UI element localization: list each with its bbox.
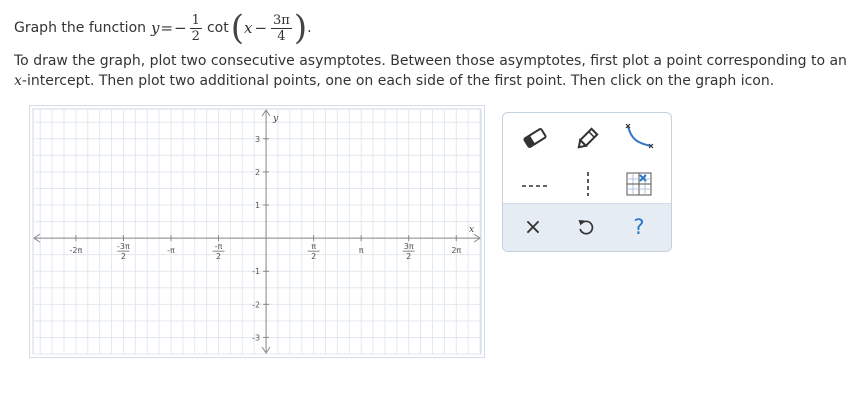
prompt-lead: Graph the function xyxy=(14,20,147,36)
y-tick-label: 3 xyxy=(254,134,261,144)
help-button[interactable]: ? xyxy=(633,215,645,239)
y-axis-label: y xyxy=(273,114,279,124)
x-tick-label-denominator: 2 xyxy=(406,252,412,262)
y-tick-label: 2 xyxy=(254,167,261,177)
pencil-icon xyxy=(574,124,602,152)
x-axis-label: x xyxy=(469,225,475,236)
x-tick-label-denominator: 2 xyxy=(215,252,222,262)
clear-button[interactable]: × xyxy=(523,214,543,240)
y-tick-label: -1 xyxy=(252,267,261,277)
instructions-line-2 xyxy=(14,71,859,91)
x-tick-label-denominator: 2 xyxy=(311,252,317,262)
toolbox-footer xyxy=(503,203,671,251)
y-tick-label: -2 xyxy=(252,300,261,310)
undo-icon xyxy=(576,217,596,237)
coefficient-denominator: 2 xyxy=(191,28,200,44)
plot-background xyxy=(33,109,481,354)
cotangent-curve-tool[interactable] xyxy=(621,123,657,153)
eraser-tool[interactable] xyxy=(517,123,553,153)
instructions-line-2-text: -intercept. Then plot two additional points, one on each side of the first point. Then click on the graph icon. xyxy=(21,73,775,89)
x-tick-label-numerator: -3π xyxy=(117,242,130,252)
pencil-tool[interactable] xyxy=(570,123,606,153)
vertical-dashed-line-icon xyxy=(578,169,598,199)
minus-sign-2: − xyxy=(254,19,268,37)
vertical-asymptote-tool[interactable] xyxy=(570,169,606,199)
x-tick-label-numerator: -π xyxy=(214,242,223,252)
period: . xyxy=(307,20,312,36)
shift-denominator: 4 xyxy=(277,28,286,44)
problem-statement xyxy=(14,6,312,50)
instructions xyxy=(14,51,859,91)
instructions-line-1: To draw the graph, plot two consecutive asymptotes. Between those asymptotes, first plot a point corresponding to an xyxy=(14,53,847,69)
cotangent-curve-icon xyxy=(623,123,655,153)
graph-toolbox xyxy=(502,112,672,252)
graph-area[interactable] xyxy=(29,105,485,358)
y-variable: y xyxy=(151,19,160,37)
left-paren: ( xyxy=(230,8,244,48)
coordinate-plane[interactable] xyxy=(30,106,484,357)
x-tick-label-denominator: 2 xyxy=(120,252,126,262)
x-tick-label: 2π xyxy=(451,246,462,256)
x-tick-label: π xyxy=(358,246,364,256)
coefficient-fraction xyxy=(190,13,202,44)
shift-numerator: 3π xyxy=(273,12,290,28)
minus-sign: − xyxy=(174,19,187,37)
horizontal-asymptote-tool[interactable] xyxy=(517,169,553,199)
undo-button[interactable] xyxy=(568,212,604,242)
x-tick-label: -π xyxy=(167,246,175,256)
shift-fraction xyxy=(271,13,292,44)
plot-point-tool[interactable] xyxy=(621,169,657,199)
coefficient-numerator: 1 xyxy=(191,12,200,28)
x-tick-label-numerator: 3π xyxy=(403,242,414,252)
y-tick-label: 1 xyxy=(254,201,261,211)
instructions-x-var: x xyxy=(14,73,22,89)
x-tick-label-numerator: π xyxy=(311,242,317,252)
x-tick-label: -2π xyxy=(69,246,83,256)
equals-sign: = xyxy=(160,19,174,37)
right-paren: ) xyxy=(293,8,308,48)
y-tick-label: -3 xyxy=(252,333,261,343)
cot-function: cot xyxy=(206,20,229,36)
eraser-icon xyxy=(521,124,549,152)
x-variable: x xyxy=(243,19,253,37)
graph-point-icon xyxy=(624,170,654,198)
horizontal-dashed-line-icon xyxy=(520,174,550,194)
